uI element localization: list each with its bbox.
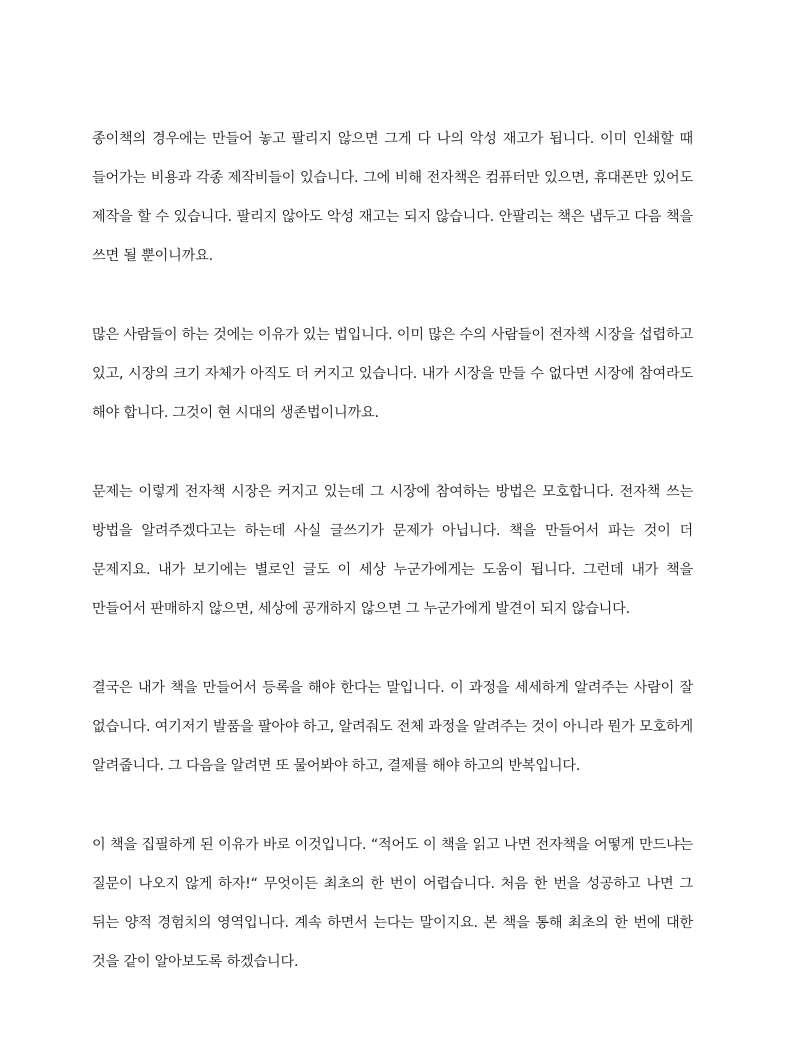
paragraph-2: 많은 사람들이 하는 것에는 이유가 있는 법입니다. 이미 많은 수의 사람들이 전자책 시장을 섭렵하고 있고, 시장의 크기 자체가 아직도 더 커지고 있습니다. 내가 시장을 만들 수 없다면 시장에 참여라도 해야 합니다. 그것이 현 시대의 생존법이니까요.	[92, 327, 693, 421]
paragraph-1: 종이책의 경우에는 만들어 놓고 팔리지 않으면 그게 다 나의 악성 재고가 됩니다. 이미 인쇄할 때 들어가는 비용과 각종 제작비들이 있습니다. 그에 비해 전자책은 컴퓨터만 있으면, 휴대폰만 있어도 제작을 할 수 있습니다. 팔리지 않아도 악성 재고는 되지 않습니다. 안팔리는 책은 냅두고 다음 책을 쓰면 될 뿐이니까요.	[92, 131, 693, 264]
document-body	[92, 120, 693, 1022]
paragraph-3: 문제는 이렇게 전자책 시장은 커지고 있는데 그 시장에 참여하는 방법은 모호합니다. 전자책 쓰는 방법을 알려주겠다고는 하는데 사실 글쓰기가 문제가 아닙니다. 책을 만들어서 파는 것이 더 문제지요. 내가 보기에는 별로인 글도 이 세상 누군가에게는 도움이 됩니다. 그런데 내가 책을 만들어서 판매하지 않으면, 세상에 공개하지 않으면 그 누군가에게 발견이 되지 않습니다.	[92, 484, 693, 617]
paragraph-5: 이 책을 집필하게 된 이유가 바로 이것입니다. “적어도 이 책을 읽고 나면 전자책을 어떻게 만드냐는 질문이 나오지 않게 하자!“ 무엇이든 최초의 한 번이 어렵습니다. 처음 한 번을 성공하고 나면 그 뒤는 양적 경험치의 영역입니다. 계속 하면서 는다는 말이지요. 본 책을 통해 최초의 한 번에 대한 것을 같이 알아보도록 하겠습니다.	[92, 837, 693, 970]
paragraph-4: 결국은 내가 책을 만들어서 등록을 해야 한다는 말입니다. 이 과정을 세세하게 알려주는 사람이 잘 없습니다. 여기저기 발품을 팔아야 하고, 알려줘도 전체 과정을 알려주는 것이 아니라 뭔가 모호하게 알려줍니다. 그 다음을 알려면 또 물어봐야 하고, 결제를 해야 하고의 반복입니다.	[92, 680, 693, 774]
